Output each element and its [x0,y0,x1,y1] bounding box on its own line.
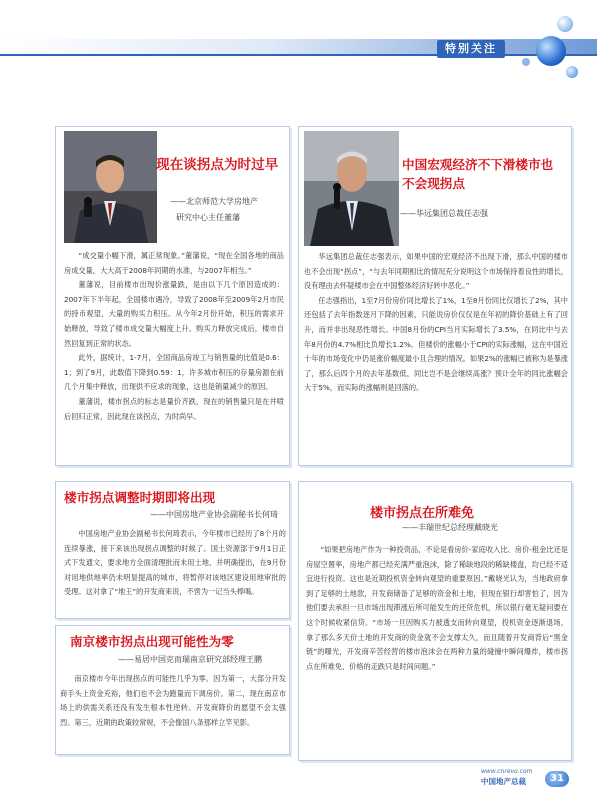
article3-body [64,527,286,600]
article1-paragraph: 董藩说，目前楼市出现价涨量跌，是由以下几个原因造成的：2007年下半年起，全国楼市遇冷，导致了2008年至2009年2月市民的持币观望，大量的购买力积压。从今年2月份开始，积压的需求开始释放，导致了楼市成交量大幅度上升。购买力释放完成后，楼市自然回复到正常的状态。 [64,280,284,348]
decor-bubble-tiny [566,66,578,78]
decor-dot [522,58,530,66]
article3-speaker: ——中国房地产业协会副秘书长何琦 [150,510,278,519]
article1-speaker-line1: ——北京师范大学房地产 [170,197,258,206]
article1-paragraph: “成交量小幅下滑，属正常现象。”董藩说，“现在全国各地的商品房成交量，大大高于2008年同期的水准，与2007年相当。” [64,251,284,275]
portrait-photo-ren-zhiqiang [304,131,399,246]
article4-speaker: ——丰瑞世纪总经理戴晓光 [402,523,498,532]
header-gradient-bar [0,39,597,54]
portrait-photo-dong-fan [64,131,157,243]
article2-paragraph: 华远集团总裁任志强表示，如果中国的宏观经济不出现下滑，那么中国的楼市也不会出现“拐点”，“与去年同期相比的情况充分说明这个市场保持着良性的增长，没有理由去怀疑楼市会在中国整体经济好转中恶化。” [304,252,568,291]
footer-magazine-name: 中国地产总裁 [481,777,526,786]
article4-body [306,543,568,674]
article4-paragraph: “如果把房地产作为一种投资品，不论是看房价-家庭收入比、房价-租金比还是房屋空置率，房地产都已经充满严重泡沫，除了稀缺地段的稀缺楼盘，均已经不适宜进行投资。这也是近期投机资金转向观望的重要原因。”戴晓光认为，当地政府拿到了足够的土地款，开发商储备了足够的资金和土地，但现在银行却害怕了，因为他们要去承担一旦市场出现滞涨后所可能发生的还贷危机，所以银行毫无疑问要在这个时候收紧信贷。“市场一旦因购买力被透支而转向观望，投机资金逐渐退场，拿了那么多天价土地的开发商的资金就不会支撑太久，而且随着开发商背后“黑金链”的曝光，开发商辛苦经营的楼市泡沫会在两种力量的碰撞中瞬间爆炸，楼市拐点在所难免，价格的走跌只是时间问题。” [306,545,568,671]
article5-body [60,672,286,730]
article1-body [64,249,284,424]
article2-speaker: ——华远集团总裁任志强 [400,209,488,218]
article4-headline: 楼市拐点在所难免 [370,506,475,521]
article5-paragraph: 南京楼市今年出现拐点的可能性几乎为零。因为第一，大部分开发商手头上资金充裕，他们也不会为跑量而下调房价。第二，现在南京市场上的供需关系还没有发生根本性逆转。开发商降价的愿望不会太强烈。第三，近期的政策较常规，不会像国八条那样立竿见影。 [60,674,286,727]
article1-paragraph: 此外，据统计，1-7月，全国商品房竣工与销售量的比值是0.6：1；到了9月，此数值下降到0.59：1，许多城市积压的存量房源在前几个月集中释放，出现供不应求的现象，这也是销量减少的原因。 [64,353,284,392]
section-label: 特别关注 [437,40,505,58]
article2-headline: 中国宏观经济不下滑楼市也不会现拐点 [402,157,554,191]
page-number: 31 [545,771,569,787]
article5-speaker: ——易居中国克而瑞南京研究部经理王鹏 [118,655,262,664]
article1-headline: 现在谈拐点为时过早 [156,157,279,173]
decor-bubble-small [557,16,573,32]
article2-body [304,250,568,396]
decor-bubble-large [536,36,566,66]
article3-paragraph: 中国房地产业协会副秘书长何琦表示，今年楼市已经历了8个月的连续暴涨，接下来该出现拐点调整的时候了。国土资源部于9月1日正式下发通文，要求地方全面清理批而未用土地，并明确提出，在9月份对用地供地率仍未明显提高的城市，将暂停对该地区建设用地审批的受理。这对拿了“地王”的开发商来说，不啻为一记当头棒喝。 [64,529,286,597]
article2-paragraph: 任志强指出，1至7月份房价同比增长了1%，1至8月份同比仅增长了2%，其中还包括了去年指数逐月下降的因素，只能说房价仅仅是在年初的降价基础上有了回升，而并非出现恶性增长。中国8月份的CPI当月实际增长了3.5%，在同比中与去年8月份的4.7%相比负增长1.2%。但楼价的涨幅小于CPI的实际涨幅，这在中国近十年的市场变化中仍是涨价幅度最小且合理的情况。如果2%的涨幅已被称为是暴涨了，那么后四个月的去年基数低，同比岂不是会继续高涨？预计全年的同比涨幅会大于5%，而实际的涨幅则是回落的。 [304,295,568,393]
portrait-illustration [304,131,399,246]
portrait-illustration [64,131,157,243]
article1-paragraph: 董藩说，楼市拐点的标志是量价齐跌，现在的销售量只是在井喷后回归正常，因此现在谈拐点，为时尚早。 [64,396,284,421]
article3-headline: 楼市拐点调整时期即将出现 [64,490,216,505]
header-rule [0,54,597,56]
footer-website: www.cnrevo.com [481,768,533,775]
article5-headline: 南京楼市拐点出现可能性为零 [70,634,234,649]
article1-speaker-line2: 研究中心主任董藩 [176,213,240,222]
